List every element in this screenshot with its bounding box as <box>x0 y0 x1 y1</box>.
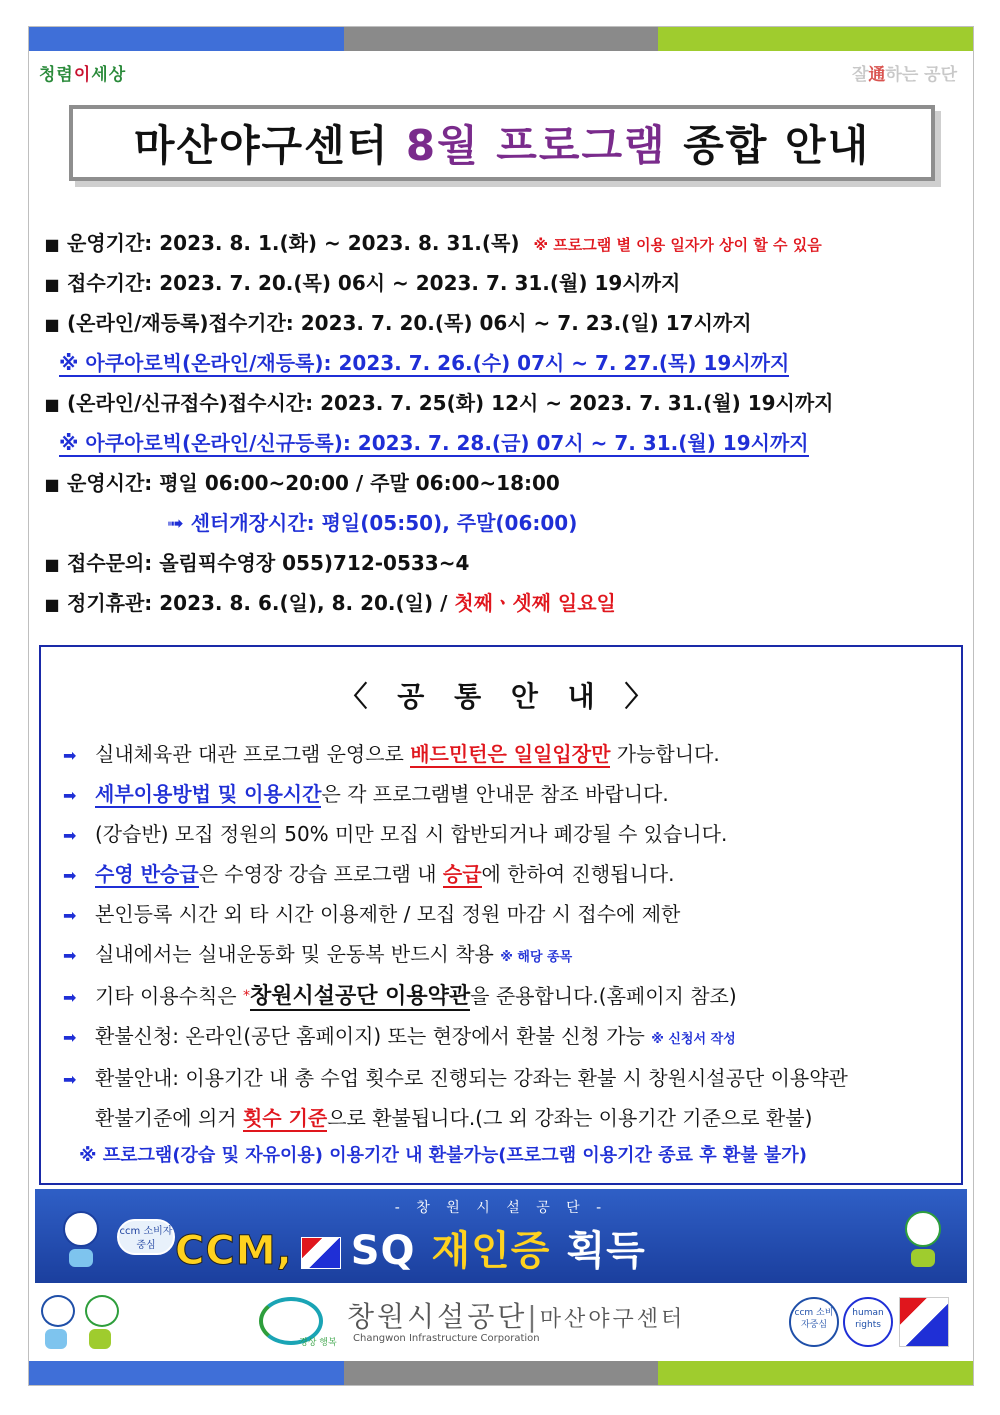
notice-item: ➡ (강습반) 모집 정원의 50% 미만 모집 시 합반되거나 폐강될 수 있습니다. <box>63 815 953 855</box>
bottom-color-stripe <box>29 1361 973 1385</box>
refund-final-note: ※ 프로그램(강습 및 자유이용) 이용기간 내 환불가능(프로그램 이용기간 종료 후 환불 불가) <box>79 1145 807 1166</box>
arrow-icon: ➡ <box>63 866 77 885</box>
top-color-stripe <box>29 27 973 51</box>
operation-period-row: ■ 운영기간: 2023. 8. 1.(화) ~ 2023. 8. 31.(목) ※ 프로그램 별 이용 일자가 상이 할 수 있음 <box>44 231 822 255</box>
notice-item: ➡ 기타 이용수칙은 *창원시설공단 이용약관을 준용합니다.(홈페이지 참조) <box>63 977 953 1017</box>
aquarobic-reregistration-row: ※ 아쿠아로빅(온라인/재등록): 2023. 7. 26.(수) 07시 ~ 7. 27.(목) 19시까지 <box>59 351 790 375</box>
sq-flag-icon <box>301 1237 341 1269</box>
common-notice-box <box>39 645 963 1185</box>
arrow-icon: ➡ <box>63 988 77 1007</box>
center-open-time-row: ➟ 센터개장시간: 평일(05:50), 주말(06:00) <box>167 511 578 535</box>
notice-item: ➡ 환불신청: 온라인(공단 홈페이지) 또는 현장에서 환불 신청 가능 ※ 신청서 작성 <box>63 1017 953 1059</box>
arrow-icon: ➡ <box>63 826 77 845</box>
arrow-icon: ➟ <box>167 511 184 535</box>
ccm-seal-icon: ccm 소비자중심 <box>789 1297 839 1347</box>
operating-hours-row: ■ 운영시간: 평일 06:00~20:00 / 주말 06:00~18:00 <box>44 471 560 495</box>
program-info-list <box>37 223 967 623</box>
notice-item: ➡ 실내체육관 대관 프로그램 운영으로 배드민턴은 일일입장만 가능합니다. <box>63 735 953 775</box>
notice-heading: 〈 공 통 안 내 〉 <box>339 680 663 713</box>
slogan-logo: 잘通하는 공단 <box>851 65 957 85</box>
banner-headline: CCM, SQ 재인증 획득 <box>175 1228 646 1274</box>
organization-english-name: Changwon Infrastructure Corporation <box>353 1333 540 1344</box>
page-title: 마산야구센터 8월 프로그램 종합 안내 <box>133 121 871 170</box>
mascot-icon <box>59 1211 101 1265</box>
notice-item: ➡ 수영 반승급은 수영장 강습 프로그램 내 승급에 한하여 진행됩니다. <box>63 855 953 895</box>
banner-org-text: - 창 원 시 설 공 단 - <box>394 1200 608 1216</box>
document-page <box>28 26 974 1386</box>
arrow-icon: ➡ <box>63 1070 77 1089</box>
arrow-icon: ➡ <box>63 946 77 965</box>
online-reregistration-row: ■ (온라인/재등록)접수기간: 2023. 7. 20.(목) 06시 ~ 7. 23.(일) 17시까지 <box>44 311 752 335</box>
contact-row: ■ 접수문의: 올림픽수영장 055)712-0533~4 <box>44 551 470 575</box>
online-new-registration-row: ■ (온라인/신규접수)접수시간: 2023. 7. 25(화) 12시 ~ 2023. 7. 31.(월) 19시까지 <box>44 391 834 415</box>
notice-item: ➡ 실내에서는 실내운동화 및 운동복 반드시 착용 ※ 해당 종목 <box>63 935 953 977</box>
arrow-icon: ➡ <box>63 786 77 805</box>
closed-days-row: ■ 정기휴관: 2023. 8. 6.(일), 8. 20.(일) / 첫째ㆍ셋째 일요일 <box>44 591 616 615</box>
notice-item-continued: 환불기준에 의거 횟수 기준으로 환불됩니다.(그 외 강좌는 이용기간 기준으로 환불) <box>95 1106 813 1130</box>
mascot-icon <box>83 1295 119 1351</box>
mascot-icon <box>39 1295 75 1351</box>
notice-item: ➡ 세부이용방법 및 이용시간은 각 프로그램별 안내문 참조 바랍니다. <box>63 775 953 815</box>
registration-period-row: ■ 접수기간: 2023. 7. 20.(목) 06시 ~ 2023. 7. 31.(월) 19시까지 <box>44 271 681 295</box>
ccm-seal-icon: ccm 소비자중심 <box>117 1219 175 1255</box>
clean-world-logo: 청렴이세상 <box>39 65 127 85</box>
notice-item: ➡ 환불안내: 이용기간 내 총 수업 횟수로 진행되는 강좌는 환불 시 창원시설공단 이용약관 <box>63 1059 953 1099</box>
certification-banner <box>35 1189 967 1283</box>
organization-name: 창원시설공단|마산야구센터 <box>347 1300 686 1333</box>
aquarobic-new-registration-row: ※ 아쿠아로빅(온라인/신규등록): 2023. 7. 28.(금) 07시 ~ 7. 31.(월) 19시까지 <box>59 431 809 455</box>
sq-certification-icon <box>899 1297 949 1347</box>
arrow-icon: ➡ <box>63 746 77 765</box>
page-title-box <box>69 105 935 181</box>
mascot-icon <box>901 1211 943 1265</box>
notice-item: ➡ 본인등록 시간 외 타 시간 이용제한 / 모집 정원 마감 시 접수에 제한 <box>63 895 953 935</box>
notice-list <box>63 735 953 1175</box>
arrow-icon: ➡ <box>63 1028 77 1047</box>
arrow-icon: ➡ <box>63 906 77 925</box>
human-rights-seal-icon: human rights <box>843 1297 893 1347</box>
footer <box>29 1289 973 1357</box>
logo-caption: 경상 행복 <box>299 1338 337 1348</box>
